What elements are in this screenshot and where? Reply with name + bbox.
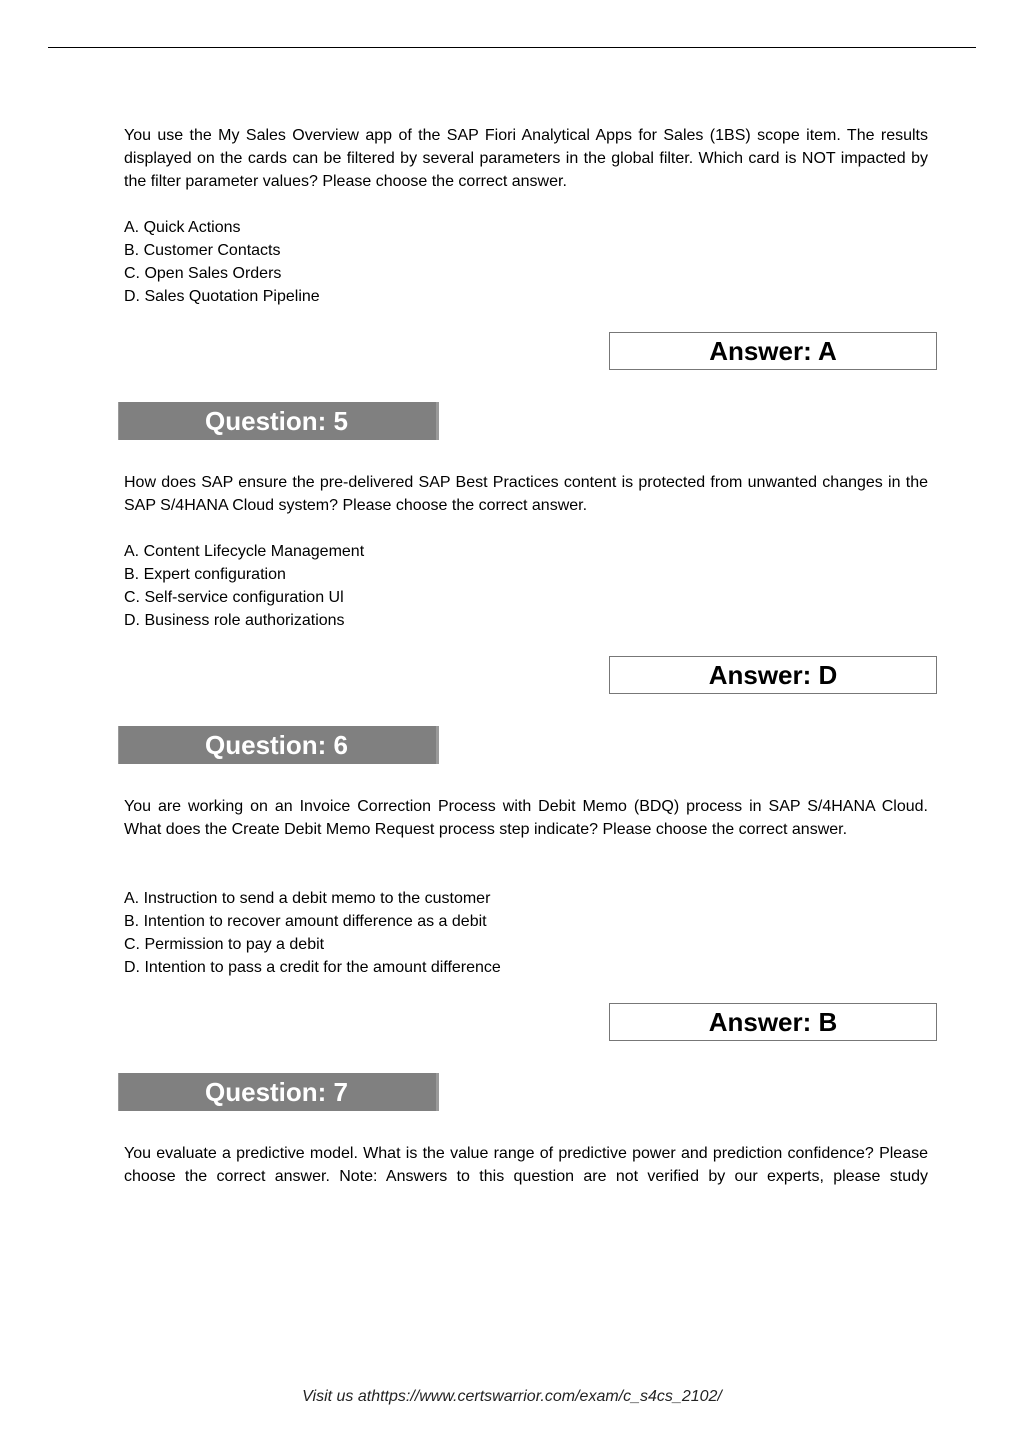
question-6-answer: Answer: B (609, 1003, 937, 1041)
question-5-option-a: A. Content Lifecycle Management (124, 543, 365, 560)
question-4-option-a: A. Quick Actions (124, 219, 241, 236)
question-5-answer: Answer: D (609, 656, 937, 694)
question-5-options (124, 540, 824, 632)
question-5-text: How does SAP ensure the pre-delivered SAP Best Practices content is protected from unwanted changes in the SAP S/4HANA Cloud system? Please choose the correct answer. (124, 474, 928, 514)
question-4-answer: Answer: A (609, 332, 937, 370)
question-4-options (124, 216, 824, 308)
question-6-text: You are working on an Invoice Correction Process with Debit Memo (BDQ) process in SAP S/4HANA Cloud. What does the Create Debit Memo Request process step indicate? Please choose the correct answer. (124, 798, 928, 838)
question-4-text: You use the My Sales Overview app of the SAP Fiori Analytical Apps for Sales (1BS) scope item. The results displayed on the cards can be filtered by several parameters in the global filter. Which card is NOT impacted by the filter parameter values? Please choose the correct answer. (124, 127, 928, 190)
question-7-banner: Question: 7 (118, 1073, 439, 1111)
question-4-option-d: D. Sales Quotation Pipeline (124, 288, 320, 305)
question-5-option-b: B. Expert configuration (124, 566, 286, 583)
question-6-option-a: A. Instruction to send a debit memo to the customer (124, 890, 491, 907)
question-6-option-c: C. Permission to pay a debit (124, 936, 325, 953)
question-6-option-b: B. Intention to recover amount difference as a debit (124, 913, 487, 930)
question-5-option-d: D. Business role authorizations (124, 612, 345, 629)
question-4-option-c: C. Open Sales Orders (124, 265, 282, 282)
question-6-banner: Question: 6 (118, 726, 439, 764)
question-6-option-d: D. Intention to pass a credit for the amount difference (124, 959, 501, 976)
question-6-options (124, 887, 824, 979)
question-5-option-c: C. Self-service configuration Ul (124, 589, 344, 606)
footer-link-text: Visit us athttps://www.certswarrior.com/exam/c_s4cs_2102/ (302, 1388, 722, 1405)
question-7-text: You evaluate a predictive model. What is the value range of predictive power and prediction confidence? Please choose the correct answer. Note: Answers to this question are not verified by our experts, please study (124, 1145, 928, 1185)
header-rule (48, 47, 976, 48)
question-4-option-b: B. Customer Contacts (124, 242, 281, 259)
question-5-banner: Question: 5 (118, 402, 439, 440)
